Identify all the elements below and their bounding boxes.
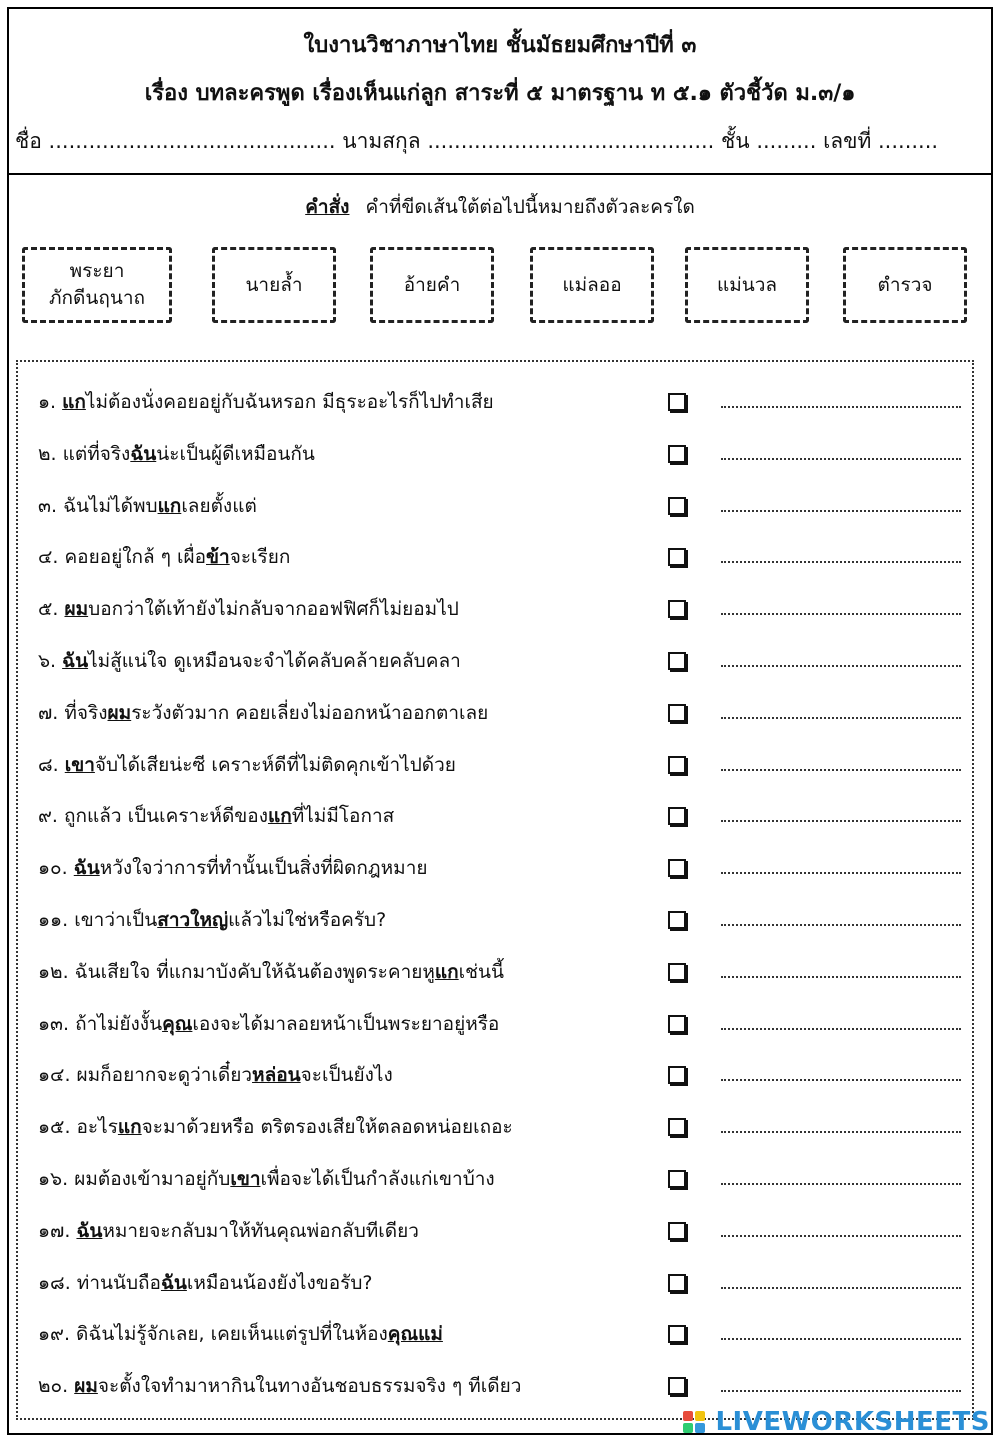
- answer-blank[interactable]: [721, 1390, 961, 1392]
- character-choices: [20, 247, 980, 327]
- underlined-word: แก: [157, 494, 182, 517]
- question-row: [18, 1049, 972, 1101]
- underlined-word: ฉัน: [62, 650, 89, 672]
- underlined-word: แก: [117, 1116, 142, 1139]
- question-text: ๑๕. อะไรแกจะมาด้วยหรือ ตริตรองเสียให้ตลอดหน่อยเถอะ: [38, 1116, 513, 1139]
- underlined-word: สาวใหญ่: [157, 909, 229, 931]
- choice-box: [212, 247, 336, 323]
- answer-checkbox[interactable]: [668, 600, 686, 618]
- answer-checkbox[interactable]: [668, 652, 686, 670]
- header: [9, 9, 991, 175]
- question-text: ๑๔. ผมก็อยากจะดูว่าเดี๋ยวหล่อนจะเป็นยังไง: [38, 1064, 393, 1087]
- answer-checkbox[interactable]: [668, 756, 686, 774]
- question-text: ๓. ฉันไม่ได้พบแกเลยตั้งแต่: [38, 494, 257, 517]
- answer-blank[interactable]: [721, 924, 961, 926]
- answer-blank[interactable]: [721, 1287, 961, 1289]
- underlined-word: ฉัน: [76, 1219, 103, 1242]
- answer-checkbox[interactable]: [668, 1377, 686, 1395]
- question-row: [18, 739, 972, 791]
- answer-checkbox[interactable]: [668, 963, 686, 981]
- question-row: [18, 1205, 972, 1257]
- underlined-word: แก: [62, 391, 86, 413]
- question-text: ๕. ผมบอกว่าใต้เท้ายังไม่กลับจากออฟฟิศก็ไม่ยอมไป: [38, 598, 459, 621]
- answer-blank[interactable]: [721, 665, 961, 667]
- answer-blank[interactable]: [721, 1079, 961, 1081]
- answer-checkbox[interactable]: [668, 1274, 686, 1292]
- question-row: [18, 480, 972, 532]
- answer-blank[interactable]: [721, 613, 961, 615]
- choice-label: แม่นวล: [716, 273, 778, 296]
- question-text: ๑๗. ฉันหมายจะกลับมาให้ทันคุณพ่อกลับทีเดียว: [38, 1219, 419, 1242]
- answer-blank[interactable]: [721, 458, 961, 460]
- question-row: [18, 531, 972, 583]
- student-info-line: ชื่อ ........................................... นามสกุล ........................................... ชั้น ......... เลขที่ .........: [15, 129, 939, 153]
- question-text: ๑๒. ฉันเสียใจ ที่แกมาบังคับให้ฉันต้องพูดระคายหูแกเช่นนี้: [38, 960, 505, 983]
- question-text: ๒. แต่ที่จริงฉันน่ะเป็นผู้ดีเหมือนกัน: [38, 442, 315, 465]
- answer-blank[interactable]: [721, 1028, 961, 1030]
- watermark-text: LIVEWORKSHEETS: [715, 1407, 990, 1437]
- underlined-word: ผม: [74, 1375, 98, 1398]
- liveworksheets-logo-icon: [683, 1411, 709, 1433]
- question-row: [18, 842, 972, 894]
- answer-checkbox[interactable]: [668, 1066, 686, 1084]
- underlined-word: เขา: [64, 753, 95, 776]
- choice-label: อ้ายคำ: [403, 273, 461, 296]
- underlined-word: หล่อน: [252, 1064, 301, 1087]
- underlined-word: ผม: [107, 701, 132, 724]
- choice-label: พระยา: [69, 260, 125, 283]
- choice-box: [530, 247, 654, 323]
- question-text: ๑๙. ดิฉันไม่รู้จักเลย, เคยเห็นแต่รูปที่ในห้องคุณแม่: [38, 1323, 443, 1346]
- question-row: [18, 635, 972, 687]
- instruction-text: คำที่ขีดเส้นใต้ต่อไปนี้หมายถึงตัวละครใด: [365, 196, 695, 218]
- question-text: ๒๐. ผมจะตั้งใจทำมาหากินในทางอันชอบธรรมจริง ๆ ทีเดียว: [38, 1375, 522, 1398]
- question-row: [18, 1153, 972, 1205]
- answer-checkbox[interactable]: [668, 859, 686, 877]
- underlined-word: ฉัน: [160, 1271, 187, 1294]
- answer-blank[interactable]: [721, 1131, 961, 1133]
- choice-label: ตำรวจ: [877, 273, 933, 296]
- question-text: ๘. เขาจับได้เสียน่ะซี เคราะห์ดีที่ไม่ติดคุกเข้าไปด้วย: [38, 753, 456, 776]
- question-row: [18, 894, 972, 946]
- worksheet-title: ใบงานวิชาภาษาไทย ชั้นมัธยมศึกษาปีที่ ๓: [303, 33, 697, 58]
- question-row: [18, 1257, 972, 1309]
- underlined-word: คุณ: [162, 1012, 193, 1035]
- question-text: ๗. ที่จริงผมระวังตัวมาก คอยเลี่ยงไม่ออกหน้าออกตาเลย: [38, 701, 489, 724]
- answer-checkbox[interactable]: [668, 704, 686, 722]
- answer-blank[interactable]: [721, 1338, 961, 1340]
- answer-checkbox[interactable]: [668, 807, 686, 825]
- underlined-word: เขา: [230, 1168, 261, 1190]
- answer-checkbox[interactable]: [668, 1170, 686, 1188]
- underlined-word: ข้า: [206, 546, 230, 569]
- question-text: ๔. คอยอยู่ใกล้ ๆ เผื่อข้าจะเรียก: [38, 546, 291, 569]
- question-row: [18, 1101, 972, 1153]
- underlined-word: คุณแม่: [387, 1323, 443, 1346]
- question-row: [18, 1308, 972, 1360]
- question-text: ๑. แกไม่ต้องนั่งคอยอยู่กับฉันหรอก มีธุระอะไรก็ไปทำเสีย: [38, 391, 494, 413]
- answer-checkbox[interactable]: [668, 1222, 686, 1240]
- choice-box: [685, 247, 809, 323]
- answer-blank[interactable]: [721, 406, 961, 408]
- worksheet-subtitle: เรื่อง บทละครพูด เรื่องเห็นแก่ลูก สาระที่ ๕ มาตรฐาน ท ๕.๑ ตัวชี้วัด ม.๓/๑: [144, 81, 856, 106]
- answer-blank[interactable]: [721, 1235, 961, 1237]
- answer-blank[interactable]: [721, 717, 961, 719]
- question-text: ๙. ถูกแล้ว เป็นเคราะห์ดีของแกที่ไม่มีโอกาส: [38, 805, 395, 828]
- choice-box: [843, 247, 967, 323]
- answer-checkbox[interactable]: [668, 1118, 686, 1136]
- underlined-word: แก: [434, 960, 459, 983]
- question-row: [18, 583, 972, 635]
- question-list: [16, 360, 974, 1420]
- answer-blank[interactable]: [721, 561, 961, 563]
- choice-box: [22, 247, 172, 323]
- question-row: [18, 376, 972, 428]
- question-text: ๑๐. ฉันหวังใจว่าการที่ทำนั้นเป็นสิ่งที่ผิดกฎหมาย: [38, 857, 428, 880]
- question-row: [18, 687, 972, 739]
- answer-checkbox[interactable]: [668, 911, 686, 929]
- underlined-word: แก: [267, 805, 292, 828]
- answer-blank[interactable]: [721, 510, 961, 512]
- question-row: [18, 790, 972, 842]
- watermark: [683, 1407, 990, 1437]
- answer-checkbox[interactable]: [668, 548, 686, 566]
- underlined-word: ผม: [64, 598, 89, 621]
- answer-checkbox[interactable]: [668, 497, 686, 515]
- answer-blank[interactable]: [721, 976, 961, 978]
- answer-blank[interactable]: [721, 820, 961, 822]
- question-row: [18, 428, 972, 480]
- choice-label: แม่ลออ: [562, 273, 622, 296]
- choice-label: นายล้ำ: [245, 273, 303, 296]
- question-text: ๑๘. ท่านนับถือฉันเหมือนน้องยังไงขอรับ?: [38, 1271, 373, 1294]
- underlined-word: ฉัน: [130, 442, 157, 465]
- question-text: ๑๖. ผมต้องเข้ามาอยู่กับเขาเพื่อจะได้เป็นกำลังแก่เขาบ้าง: [38, 1168, 495, 1190]
- answer-checkbox[interactable]: [668, 1015, 686, 1033]
- answer-checkbox[interactable]: [668, 393, 686, 411]
- answer-checkbox[interactable]: [668, 445, 686, 463]
- choice-label-line2: ภักดีนฤนาถ: [48, 287, 146, 309]
- answer-blank[interactable]: [721, 872, 961, 874]
- instruction: [0, 192, 1000, 222]
- question-row: [18, 946, 972, 998]
- answer-blank[interactable]: [721, 769, 961, 771]
- answer-checkbox[interactable]: [668, 1325, 686, 1343]
- choice-box: [370, 247, 494, 323]
- question-text: ๑๑. เขาว่าเป็นสาวใหญ่แล้วไม่ใช่หรือครับ?: [38, 909, 387, 931]
- question-text: ๖. ฉันไม่สู้แน่ใจ ดูเหมือนจะจำได้คลับคล้ายคลับคลา: [38, 650, 461, 672]
- question-text: ๑๓. ถ้าไม่ยังงั้นคุณเองจะได้มาลอยหน้าเป็นพระยาอยู่หรือ: [38, 1012, 500, 1035]
- instruction-label: คำสั่ง: [305, 196, 350, 218]
- question-row: [18, 998, 972, 1050]
- answer-blank[interactable]: [721, 1183, 961, 1185]
- underlined-word: ฉัน: [73, 857, 100, 880]
- question-row: [18, 1360, 972, 1412]
